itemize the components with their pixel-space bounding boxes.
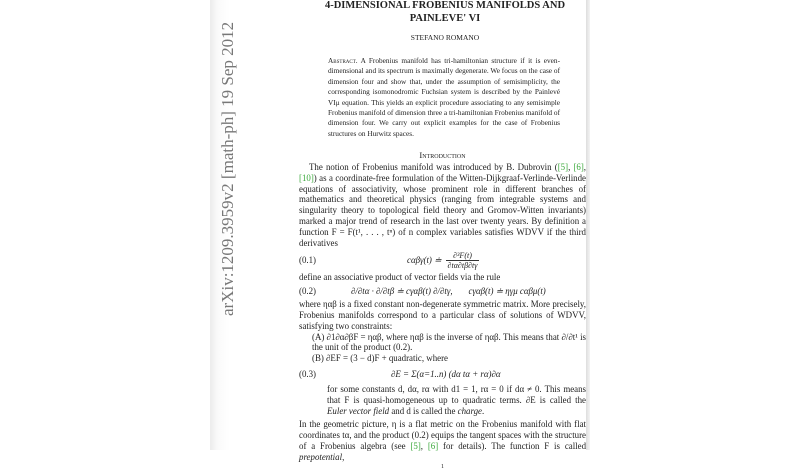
abstract bbox=[328, 56, 560, 139]
text: for some constants d, dα, rα with d1 = 1, rα = 0 if dα ≠ 0. This means that F is quasi-homogeneous up to quadratic terms. ∂E is called the bbox=[327, 383, 586, 405]
equation-numerator: ∂³F(t) bbox=[453, 250, 472, 260]
equation-number: (0.2) bbox=[299, 285, 317, 296]
paper-title-line-1: 4-DIMENSIONAL FROBENIUS MANIFOLDS AND bbox=[324, 0, 566, 11]
equation-number: (0.1) bbox=[299, 254, 317, 265]
main-text bbox=[299, 149, 586, 471]
citation-5[interactable]: [5] bbox=[557, 162, 569, 172]
intro-paragraph-3: where ηαβ is a fixed constant non-degenerate symmetric matrix. More precisely, Frobenius manifolds correspond to a particular class of solutions of WDVV, satisfying two constraints: bbox=[299, 299, 586, 331]
author: STEFANO ROMANO bbox=[410, 33, 480, 42]
equation-lhs: cαβγ(t) ≐ bbox=[407, 254, 442, 265]
equation-number: (0.3) bbox=[299, 368, 317, 379]
section-heading: Introduction bbox=[419, 150, 466, 160]
term-prepotential: prepotential bbox=[299, 451, 343, 462]
paper-title-line-2: PAINLEVE' VI bbox=[409, 13, 481, 24]
term-euler-vector-field: Euler vector field bbox=[327, 405, 390, 416]
abstract-label: Abstract. bbox=[328, 56, 358, 65]
text: In the geometric picture, η is a flat metric on the Frobenius manifold with flat coordinates tα, and the product (0.2) equips the tangent spaces with the structure of a Frobenius algebra (see bbox=[299, 419, 586, 451]
equation-body: ∂E = Σ(α=1..n) (dα tα + rα)∂α bbox=[391, 368, 501, 379]
text: , bbox=[342, 451, 345, 462]
constraint-b: (B) ∂EF = (3 − d)F + quadratic, where bbox=[312, 353, 448, 364]
equation-left: ∂/∂tα · ∂/∂tβ ≐ cγαβ(t) ∂/∂tγ, bbox=[351, 285, 453, 296]
text: and d is called the bbox=[389, 405, 458, 416]
constraint-a: (A) ∂1∂α∂βF = ηαβ, where ηαβ is the inverse of ηαβ. This means that ∂/∂t¹ is the unit of the product (0.2). bbox=[312, 331, 586, 353]
equation-denominator: ∂tα∂tβ∂tγ bbox=[447, 260, 478, 270]
citation-6[interactable]: [6] bbox=[573, 162, 584, 172]
equation-right: cγαβ(t) ≐ ηγμ cαβμ(t) bbox=[468, 285, 546, 296]
text: The notion of Frobenius manifold was introduced by B. Dubrovin ( bbox=[309, 162, 558, 172]
intro-paragraph-1: The notion of Frobenius manifold was introduced by B. Dubrovin ([5], [6], [10]) as a coordinate-free formulation of the Witten-Dijkgraaf-Verlinde-Verlinde equations of associativity, whose prominent role in different branches of mathematics and theoretical physics (ranging from integrable systems and singularity theory to topological field theory and Gromov-Witten invariants) marked a major trend of research in the last over twenty years. By definition a function F = F(t¹, . . . , tⁿ) of n complex variables satisfies WDVV if the third derivatives bbox=[299, 162, 587, 248]
citation-5[interactable]: [5] bbox=[410, 440, 421, 451]
page-number: 1 bbox=[441, 463, 444, 470]
term-charge: charge bbox=[457, 405, 482, 416]
fraction bbox=[446, 251, 480, 270]
equation-0-2 bbox=[299, 283, 586, 299]
intro-paragraph-5: In the geometric picture, η is a flat metric on the Frobenius manifold with flat coordinates tα, and the product (0.2) equips the tangent spaces with the structure of a Frobenius algebra (see [5], [6] for details). The function F is called prepotential, bbox=[299, 419, 587, 462]
citation-6[interactable]: [6] bbox=[427, 440, 439, 451]
equation-0-3 bbox=[299, 364, 586, 384]
arxiv-stamp: arXiv:1209.3959v2 [math-ph] 19 Sep 2012 bbox=[218, 21, 237, 316]
text: for details). The function F is called bbox=[438, 440, 587, 451]
abstract-text: A Frobenius manifold has tri-hamiltonian structure if it is even-dimensional and its spectrum is maximally degenerate. We focus on the case of dimension four and show that, under the assumption of semisimplicity, the corresponding isomonodromic Fuchsian system is described by the Painlevé VIμ equation. This yields an explicit procedure associating to any semisimple Frobenius manifold of dimension three a tri-hamiltonian Frobenius manifold of dimension four. We carry out explicit examples for the case of Frobenius structures on Hurwitz spaces. bbox=[328, 56, 560, 138]
citation-10[interactable]: [10] bbox=[299, 172, 314, 183]
text: . bbox=[481, 405, 485, 416]
page-edge bbox=[586, 0, 590, 450]
equation-0-1 bbox=[299, 248, 586, 272]
intro-paragraph-4 bbox=[327, 384, 586, 416]
text: ) as a coordinate-free formulation of the Witten-Dijkgraaf-Verlinde-Verlinde equations of associativity, whose prominent role in different branches of mathematics and theoretical physics (ranging from integrable systems and singularity theory to topological field theory and Gromov-Witten invariants) marked a major trend of research in the last over twenty years. By definition a function F = F(t¹, . . . , tⁿ) of n complex variables satisfies WDVV if the third derivatives bbox=[299, 172, 586, 248]
intro-paragraph-2: define an associative product of vector fields via the rule bbox=[299, 272, 501, 283]
